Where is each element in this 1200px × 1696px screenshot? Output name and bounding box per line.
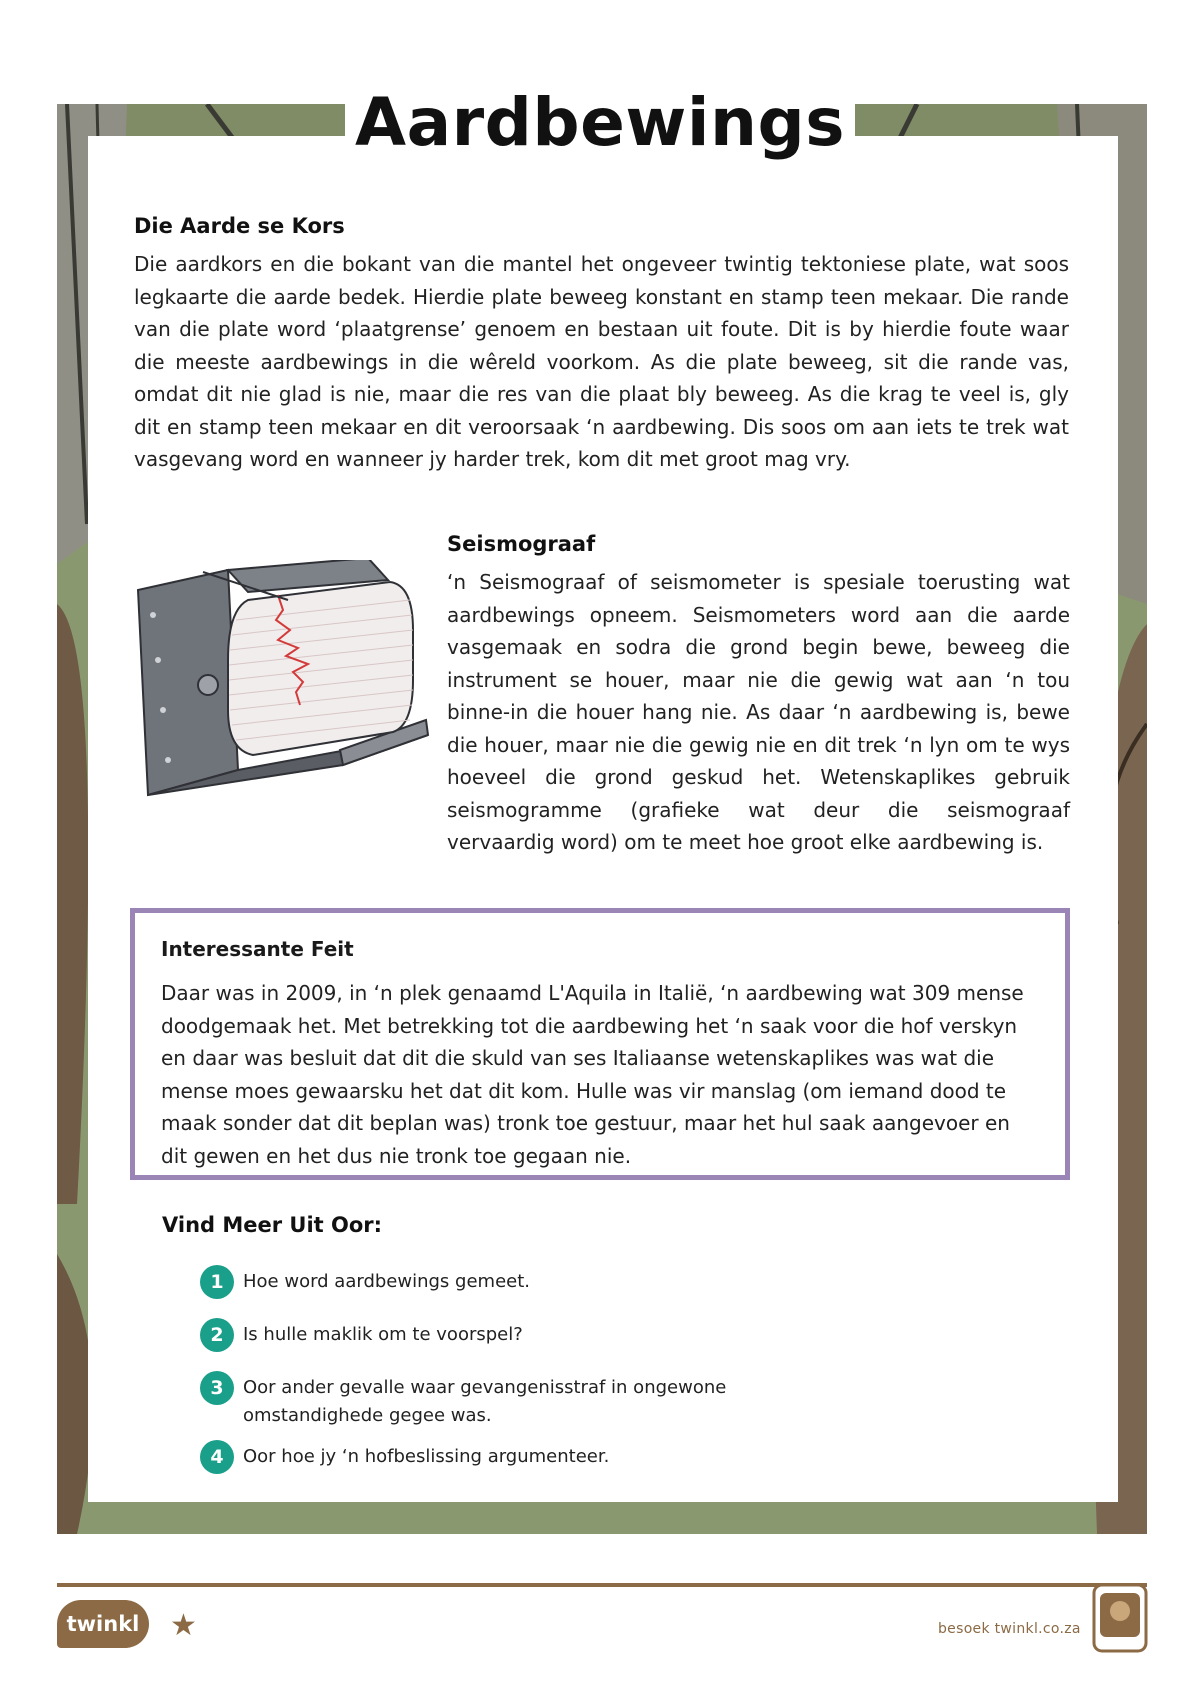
section-body-seismograph: ‘n Seismograaf of seismometer is spesiale toerusting wat aardbewings opneem. Seismometers word aan die aarde vasgemaak en sodra die grond begin bewe, beweeg die instrument se houer, maar nie die gewig wat aan ‘n tou binne-in die houer hang nie. As daar ‘n aardbewing is, bewe die houer, maar nie die gewig nie en dit trek ‘n lyn om te wys hoeveel die grond geskud het. Wetenskaplikes gebruik seismogramme (grafieke wat deur die seismograaf vervaardig word) om te meet hoe groot elke aardbewing is.: [447, 570, 1070, 854]
number-badge: 2: [200, 1318, 234, 1352]
number-badge: 3: [200, 1371, 234, 1405]
quality-badge-icon: [1092, 1583, 1148, 1653]
list-item-text: Oor ander gevalle waar gevangenisstraf in ongewone omstandighede gegee was.: [243, 1377, 727, 1426]
list-item-text: Is hulle maklik om te voorspel?: [243, 1324, 523, 1345]
number-badge: 4: [200, 1440, 234, 1474]
number-badge: 1: [200, 1265, 234, 1299]
section-body-crust: Die aardkors en die bokant van die mantel het ongeveer twintig tektoniese plate, wat soos legkaarte die aarde bedek. Hierdie plate beweeg konstant en stamp teen mekaar. Die rande van die plate word ‘plaatgrense’ genoem en bestaan uit foute. Dit is by hierdie foute waar die meeste aardbewings in die wêreld voorkom. As die plate beweeg, sit die rande vas, omdat dit nie glad is nie, maar die res van die plaat bly beweeg. As die krag te veel is, gly dit en stamp teen mekaar en dit veroorsaak ‘n aardbewing. Dis soos om aan iets te trek wat vasgevang word en wanneer jy harder trek, kom dit met groot mag vry.: [134, 252, 1069, 471]
star-icon: ★: [170, 1608, 197, 1643]
list-item: [200, 1371, 843, 1430]
seismograph-illustration: [128, 560, 438, 800]
section-heading-seismograph: Seismograaf: [447, 532, 596, 556]
list-item-text: Hoe word aardbewings gemeet.: [243, 1271, 530, 1292]
fact-body: Daar was in 2009, in ‘n plek genaamd L'Aquila in Italië, ‘n aardbewing wat 309 mense doodgemaak het. Met betrekking tot die aardbewing het ‘n saak voor die hof verskyn en daar was besluit dat dit die skuld van ses Italiaanse wetenskaplikes was wat die mense moes gewaarsku het dat dit kom. Hulle was vir manslag (om iemand dood te maak sonder dat dit beplan was) tronk toe gestuur, maar het hul saak aangevoer en dit gewen en het dus nie tronk toe gegaan nie.: [161, 981, 1024, 1168]
title-banner: [345, 78, 855, 168]
fact-heading: Interessante Feit: [161, 937, 354, 961]
list-item: [200, 1440, 843, 1474]
footer-divider: [57, 1583, 1147, 1587]
twinkl-logo[interactable]: twinkl: [57, 1600, 149, 1648]
page-title: Aardbewings: [354, 84, 846, 161]
find-more-heading: Vind Meer Uit Oor:: [162, 1213, 383, 1237]
list-item: [200, 1318, 843, 1352]
section-heading-crust: Die Aarde se Kors: [134, 214, 345, 238]
list-item: [200, 1265, 843, 1299]
visit-link[interactable]: besoek twinkl.co.za: [938, 1621, 1081, 1637]
interesting-fact-box: [130, 908, 1070, 1180]
list-item-text: Oor hoe jy ‘n hofbeslissing argumenteer.: [243, 1446, 610, 1467]
